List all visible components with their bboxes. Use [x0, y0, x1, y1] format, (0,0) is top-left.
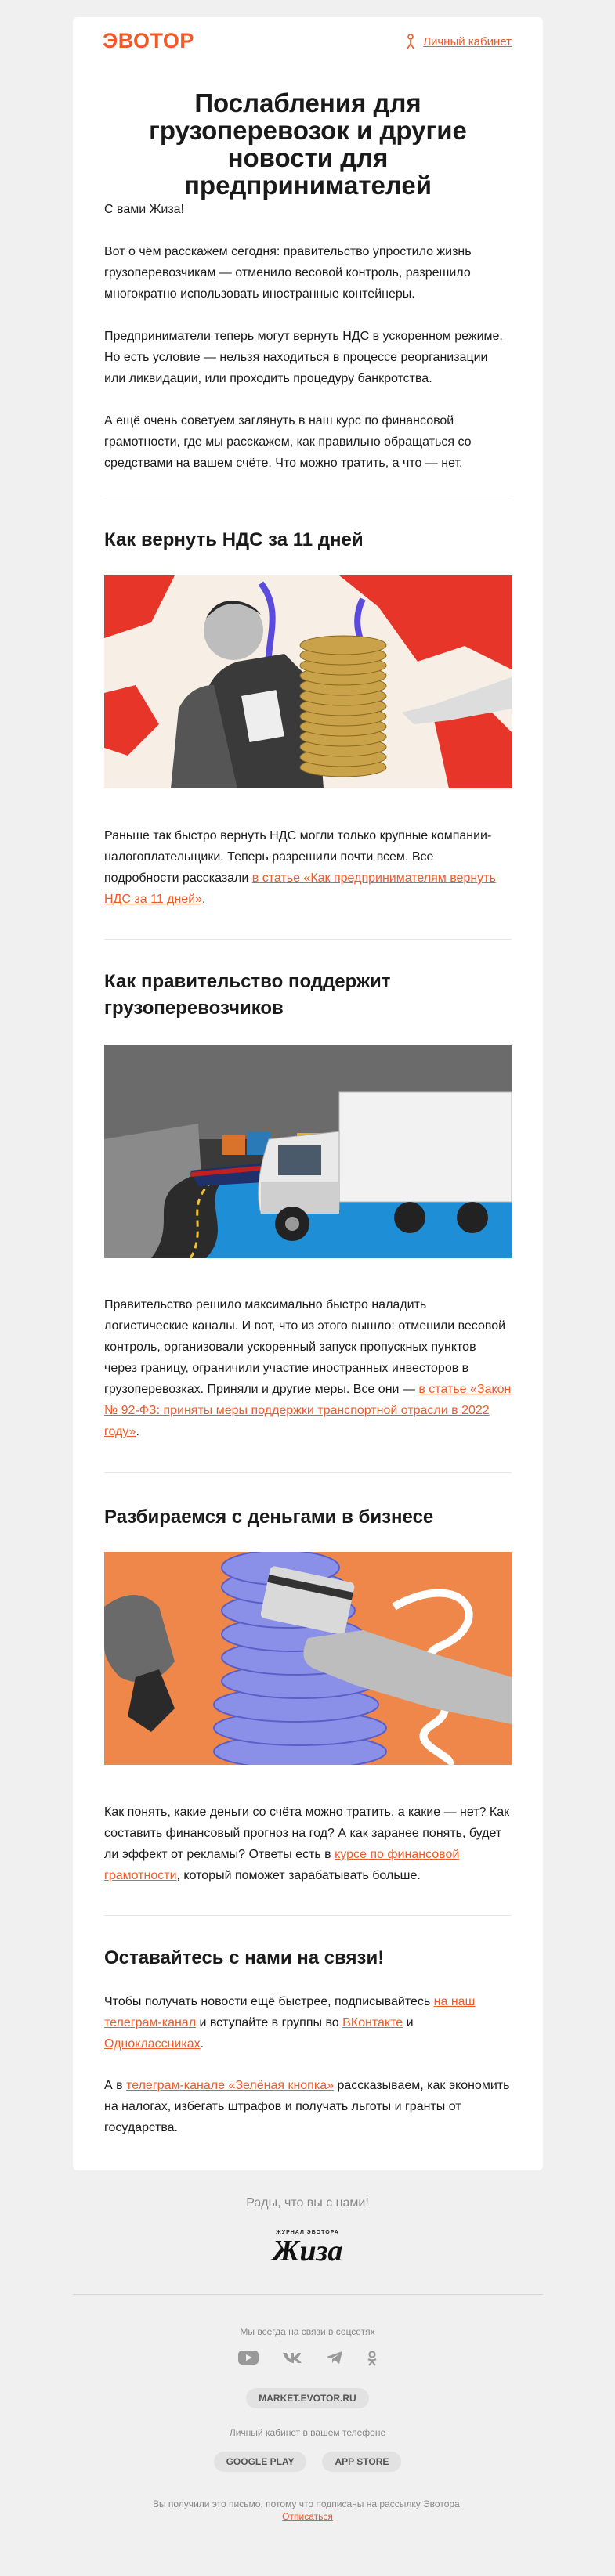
cargo-text: Правительство решило максимально быстро наладить логистические каналы. И вот, что из этого вышло: отменили весовой контроль, организовали ускоренный запуск пропускных пунктов через границу, ограничили участие иностранных инвесторов в грузоперевозках. Приняли и другие меры. Все они —: [104, 1298, 506, 1396]
cabinet-link-block[interactable]: [406, 34, 512, 49]
ok-group-link[interactable]: Одноклассниках: [104, 2037, 201, 2051]
google-play-button[interactable]: GOOGLE PLAY: [214, 2452, 307, 2472]
greeting: С вами Жиза!: [104, 203, 184, 216]
zhiza-logo-caption: ЖУРНАЛ ЭВОТОРА: [276, 2230, 339, 2235]
social-icons: [0, 2351, 615, 2366]
vat-illustration: [104, 575, 512, 788]
section-heading-contact: Оставайтесь с нами на связи!: [104, 1947, 385, 1968]
money-text-end: , который поможет зарабатывать больше.: [176, 1869, 421, 1882]
intro-paragraph-1: Вот о чём расскажем сегодня: правительство упростило жизнь грузоперевозчикам — отменило весовой контроль, разрешило многократно использовать иностранные контейнеры.: [104, 245, 472, 301]
intro-paragraph-3: А ещё очень советуем заглянуть в наш курс по финансовой грамотности, где мы расскажем, как правильно обращаться со средствами на вашем счёте. Что можно тратить, а что — нет.: [104, 414, 472, 470]
money-text: Как понять, какие деньги со счёта можно тратить, а какие — нет? Как составить финансовый прогноз на год? А как заранее понять, будет ли эффект от рекламы? Ответы есть в: [104, 1806, 510, 1861]
cargo-article-link[interactable]: в статье «Закон № 92-ФЗ: приняты меры поддержки транспортной отрасли в 2022 году»: [104, 1383, 512, 1438]
intro-paragraph-2: Предприниматели теперь могут вернуть НДС в ускоренном режиме. Но есть условие — нельзя находиться в процессе реорганизации или ликвидации, или проходить процедуру банкротства.: [104, 330, 503, 385]
app-store-button[interactable]: APP STORE: [322, 2452, 401, 2472]
vk-group-link[interactable]: ВКонтакте: [342, 2016, 403, 2029]
social-caption: Мы всегда на связи в соцсетях: [240, 2326, 375, 2337]
contact-text: .: [200, 2037, 204, 2051]
vk-icon[interactable]: [282, 2351, 302, 2365]
section-heading-money: Разбираемся с деньгами в бизнесе: [104, 1506, 434, 1528]
section-heading-vat: Как вернуть НДС за 11 дней: [104, 529, 364, 550]
zhiza-logo[interactable]: [0, 2230, 615, 2267]
green-button-channel-link[interactable]: телеграм-канале «Зелёная кнопка»: [126, 2079, 334, 2092]
odnoklassniki-icon[interactable]: [367, 2351, 378, 2366]
divider: [104, 939, 512, 940]
email-card: [73, 17, 543, 2170]
footer-divider: [73, 2294, 543, 2295]
divider: [104, 1472, 512, 1473]
contact-text: и: [403, 2016, 414, 2029]
cabinet-link[interactable]: Личный кабинет: [423, 34, 512, 49]
person-icon: [406, 34, 415, 49]
app-caption: Личный кабинет в вашем телефоне: [229, 2427, 386, 2438]
money-illustration: [104, 1552, 512, 1765]
youtube-icon[interactable]: [238, 2351, 259, 2365]
contact-text: и вступайте в группы во: [196, 2016, 343, 2029]
vat-article-link[interactable]: в статье «Как предпринимателям вернуть НДС за 11 дней»: [104, 871, 496, 906]
market-button[interactable]: MARKET.EVOTOR.RU: [246, 2388, 368, 2408]
contact-text: Чтобы получать новости ещё быстрее, подписывайтесь: [104, 1995, 434, 2008]
vat-paragraph: [104, 825, 512, 910]
telegram-icon[interactable]: [326, 2351, 343, 2365]
contact-text: рассказываем, как экономить на налогах, избегать штрафов и получать льготы и гранты от государства.: [104, 2079, 510, 2134]
app-buttons: [0, 2452, 615, 2472]
contact-paragraph-2: [104, 2075, 512, 2138]
contact-paragraph-1: [104, 1991, 512, 2055]
email-title: Послабления для грузоперевозок и другие новости для предпринимателей: [149, 88, 467, 200]
unsubscribe-row: [0, 2511, 615, 2522]
zhiza-logo-text: Жиза: [272, 2235, 343, 2268]
telegram-channel-link[interactable]: на наш телеграм-канал: [104, 1995, 476, 2029]
finance-course-link[interactable]: курсе по финансовой грамотности: [104, 1848, 460, 1882]
divider: [104, 1915, 512, 1916]
contact-text: А в: [104, 2079, 127, 2092]
section-heading-cargo: Как правительство поддержит грузоперевозчиков: [104, 971, 391, 1019]
money-paragraph: [104, 1802, 512, 1886]
market-row: [0, 2388, 615, 2408]
subscription-notice: Вы получили это письмо, потому что подписаны на рассылку Эвотора.: [152, 2498, 463, 2509]
unsubscribe-link[interactable]: Отписаться: [282, 2511, 333, 2522]
vat-text-end: .: [202, 893, 206, 906]
evotor-logo[interactable]: ЭВОТОР: [103, 29, 194, 52]
cargo-illustration: [104, 1045, 512, 1258]
vat-text: Раньше так быстро вернуть НДС могли только крупные компании-налогоплательщики. Теперь разрешили почти всем. Все подробности рассказали: [104, 829, 492, 885]
glad-text: Рады, что вы с нами!: [246, 2196, 369, 2210]
cargo-text-end: .: [136, 1425, 139, 1438]
cargo-paragraph: [104, 1294, 512, 1442]
